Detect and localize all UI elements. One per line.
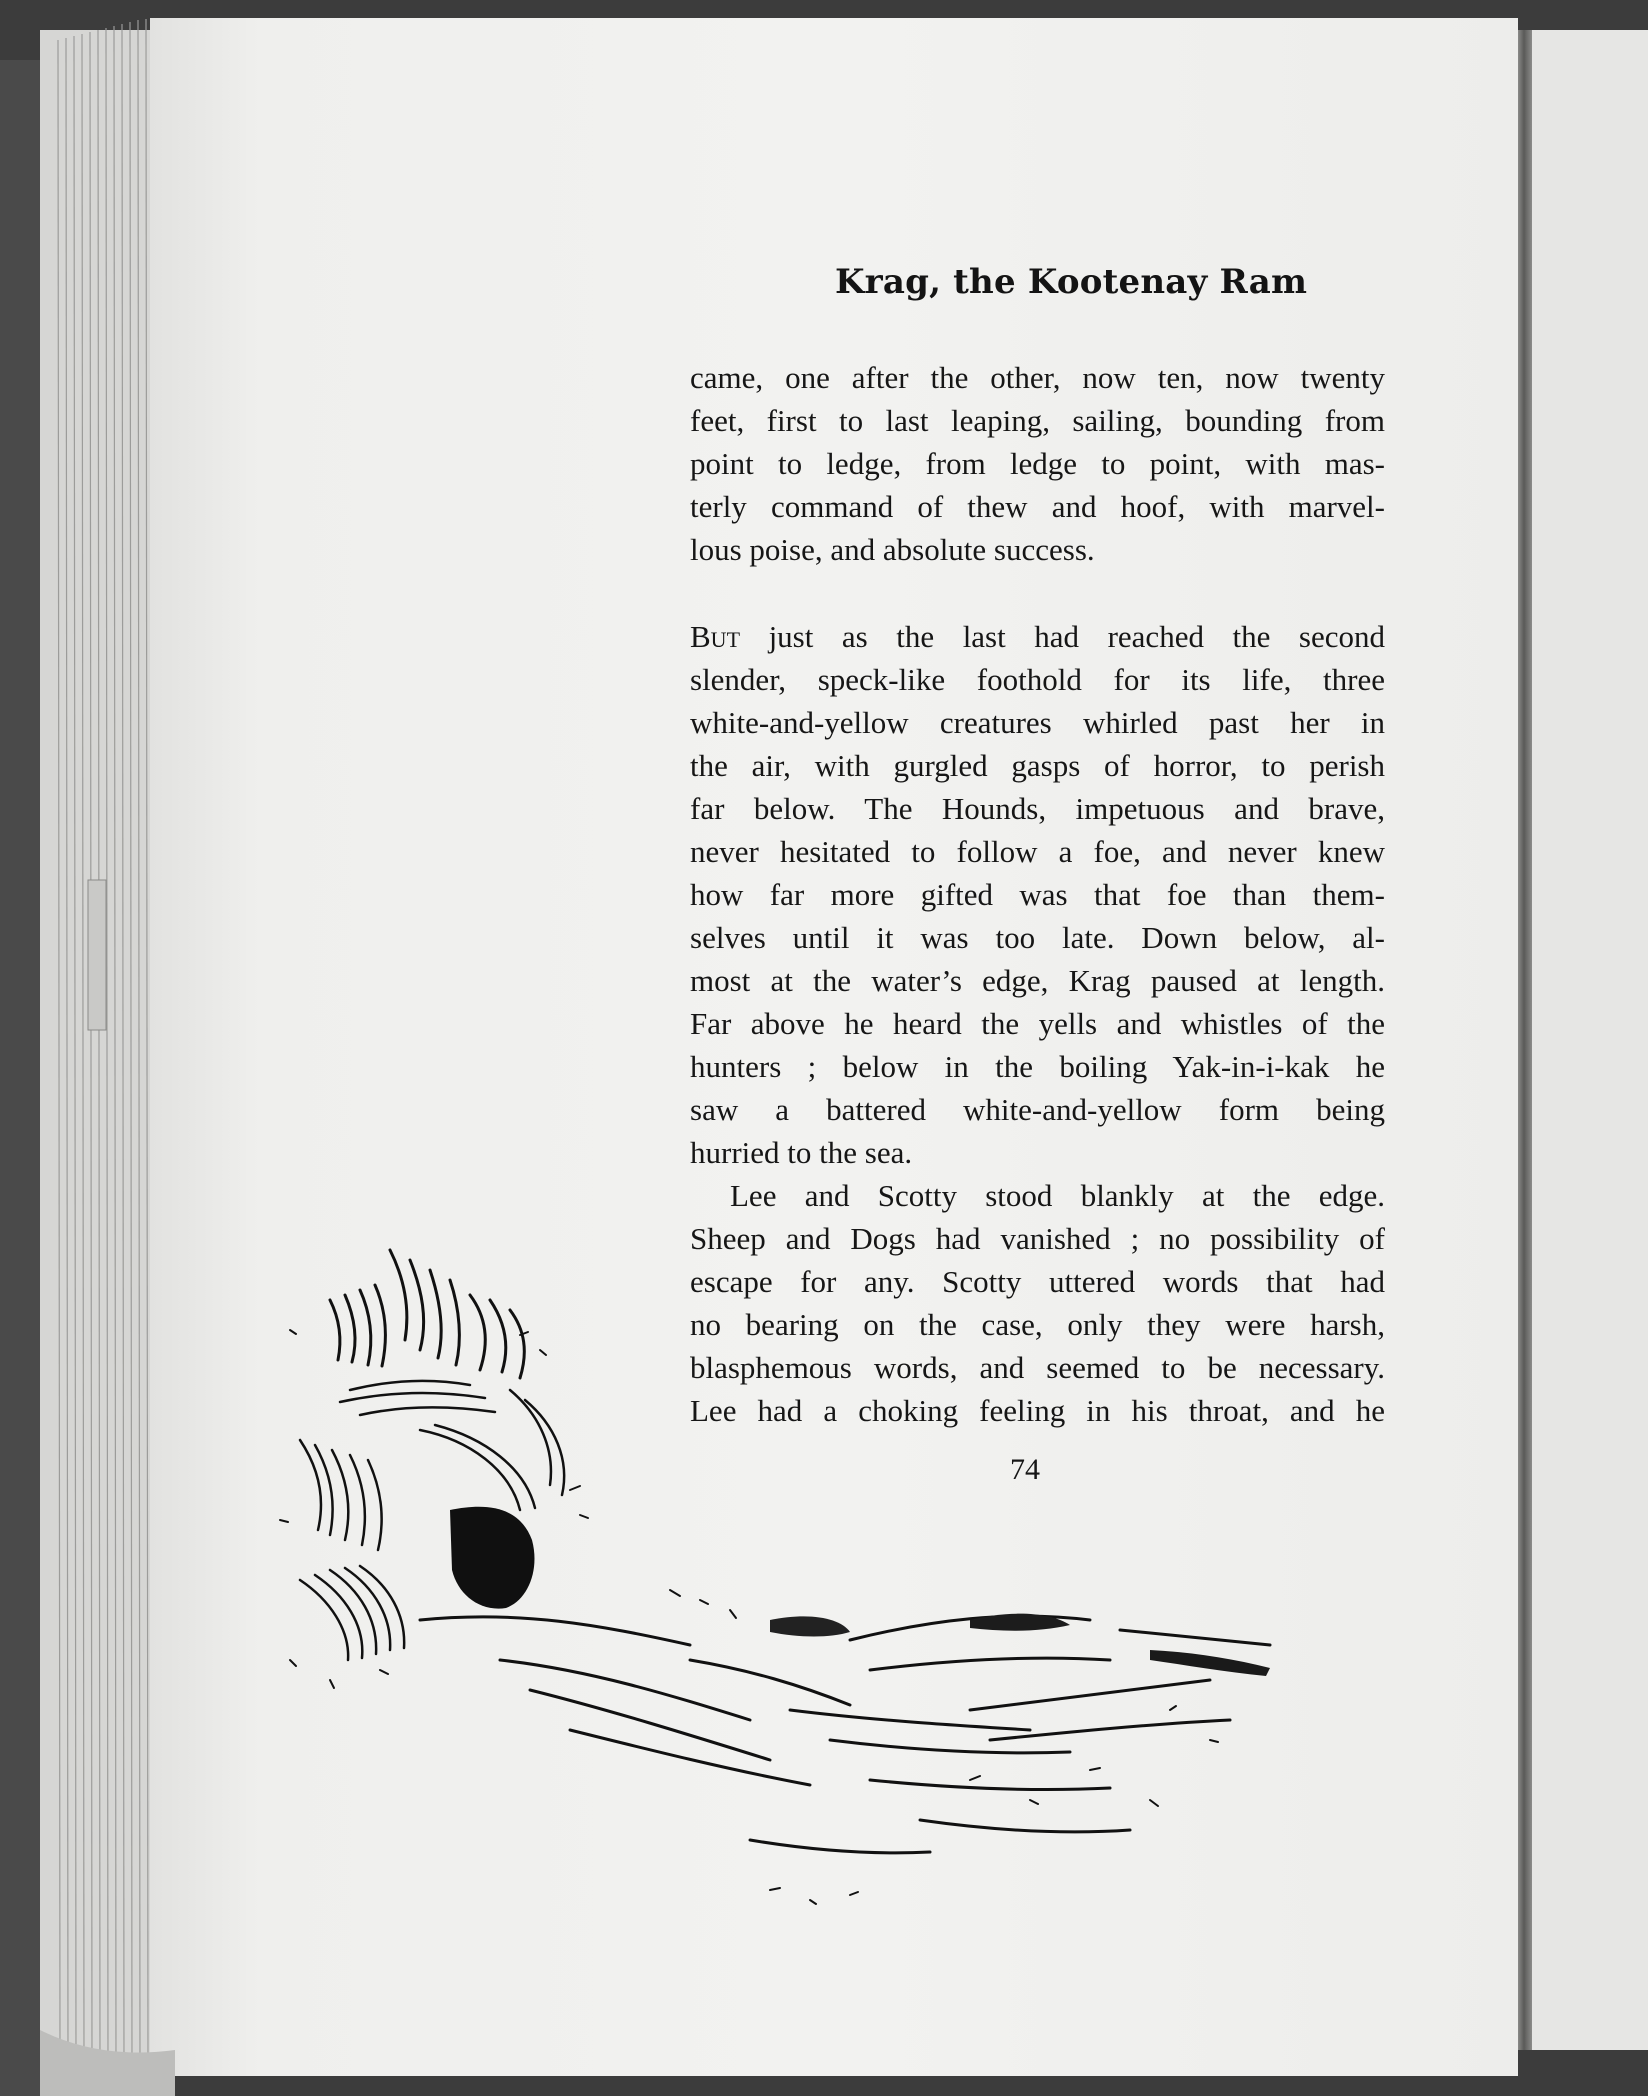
text-line: most at the water’s edge, Krag paused at length. [690, 963, 1385, 998]
text-line: point to ledge, from ledge to point, with mas- [690, 446, 1385, 481]
text-line: no bearing on the case, only they were harsh, [690, 1307, 1385, 1342]
text-line: Far above he heard the yells and whistles of the [690, 1006, 1385, 1041]
text-line: terly command of thew and hoof, with marvel- [690, 489, 1385, 524]
text-line: Lee had a choking feeling in his throat, and he [690, 1393, 1385, 1428]
text-line: feet, first to last leaping, sailing, bounding from [690, 403, 1385, 438]
facing-page-edge [1525, 30, 1648, 2050]
text-line: white-and-yellow creatures whirled past her in [690, 705, 1385, 740]
text-line: escape for any. Scotty uttered words that had [690, 1264, 1385, 1299]
text-line [690, 615, 1385, 658]
section-break [690, 571, 1385, 615]
small-caps-lead: But [690, 619, 741, 654]
text-line: saw a battered white-and-yellow form being [690, 1092, 1385, 1127]
text-line: how far more gifted was that foe than them- [690, 877, 1385, 912]
text-line: Lee and Scotty stood blankly at the edge. [730, 1178, 1385, 1213]
running-head: Krag, the Kootenay Ram [835, 262, 1308, 302]
text-line: the air, with gurgled gasps of horror, to perish [690, 748, 1385, 783]
paragraph-1 [690, 356, 1385, 571]
text-line: hurried to the sea. [690, 1135, 913, 1170]
text-line: selves until it was too late. Down below, al- [690, 920, 1385, 955]
text-line: came, one after the other, now ten, now twenty [690, 360, 1385, 395]
text-line: lous poise, and absolute success. [690, 532, 1095, 567]
text-line: hunters ; below in the boiling Yak-in-i-kak he [690, 1049, 1385, 1084]
text-line: Sheep and Dogs had vanished ; no possibility of [690, 1221, 1385, 1256]
page-number: 74 [1010, 1453, 1040, 1486]
text-line: never hesitated to follow a foe, and never knew [690, 834, 1385, 869]
river-gorge-illustration [270, 1240, 1290, 1920]
text-line: far below. The Hounds, impetuous and brave, [690, 791, 1385, 826]
text-line-rest: just as the last had reached the second [740, 619, 1385, 654]
book-gutter [1516, 30, 1532, 2050]
page-stack-edges [0, 0, 175, 2096]
text-line: slender, speck-like foothold for its life, three [690, 662, 1385, 697]
paragraph-2 [690, 615, 1385, 1174]
text-line: blasphemous words, and seemed to be necessary. [690, 1350, 1385, 1385]
